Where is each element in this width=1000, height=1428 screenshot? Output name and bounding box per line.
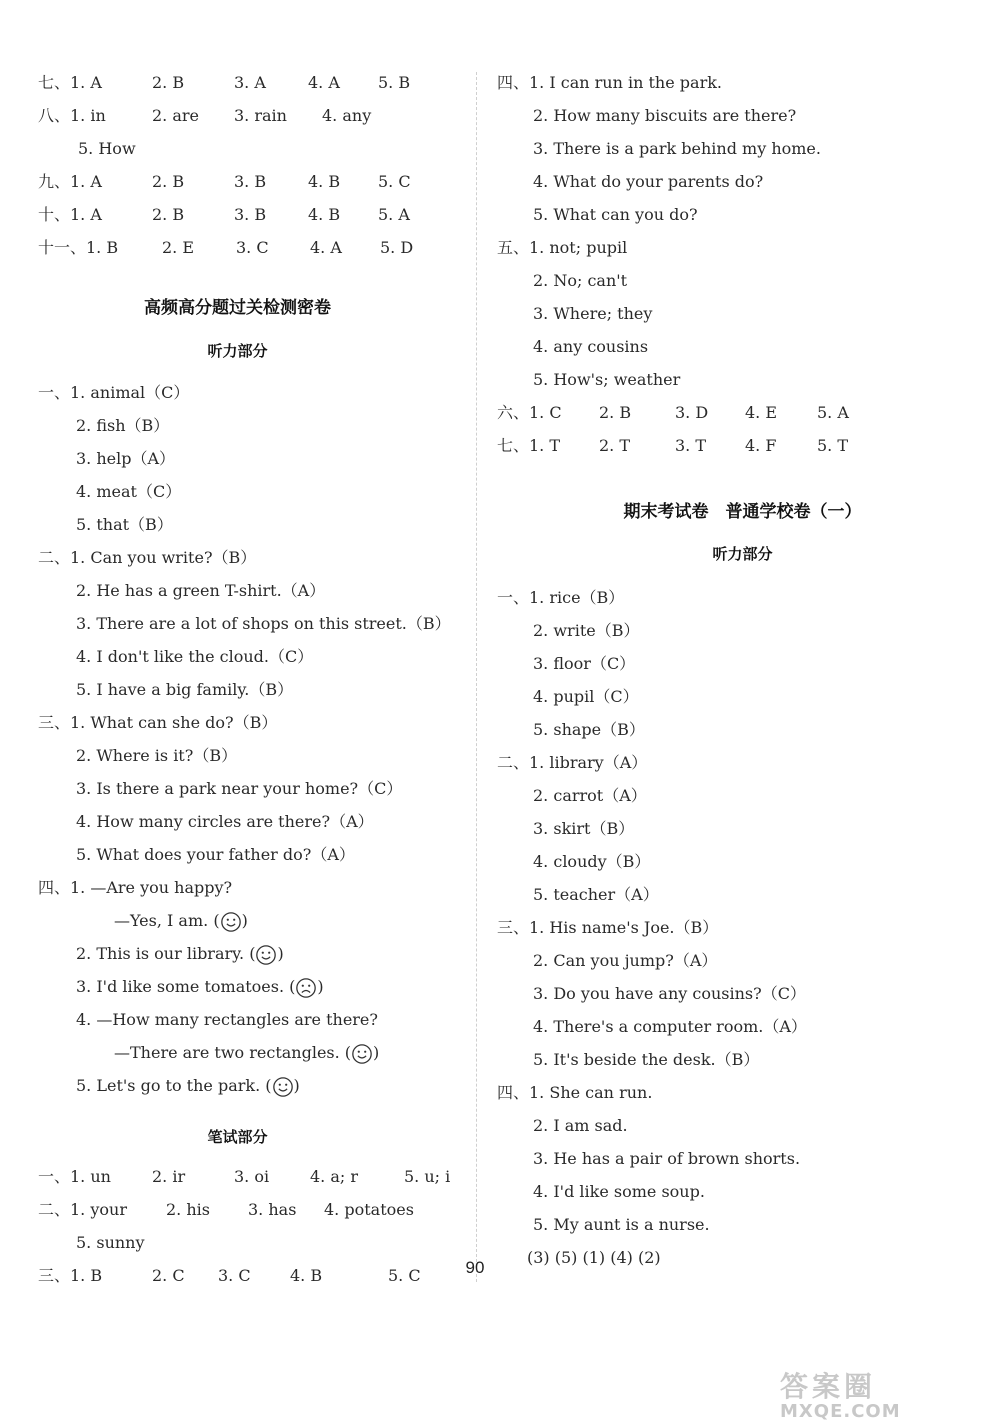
answer-row: 二、1. your 2. his 3. has 4. potatoes xyxy=(38,1200,414,1219)
answer-line: 3. floor（C） xyxy=(533,654,636,673)
answer-line: 3. There are a lot of shops on this street.（B） xyxy=(76,614,451,633)
section-title: 期末考试卷 普通学校卷（一） xyxy=(623,502,862,522)
answer-line: 2. fish（B） xyxy=(76,416,170,435)
column-divider xyxy=(476,72,477,1282)
answer-line: 4. I don't like the cloud.（C） xyxy=(76,647,314,666)
answer-row: 七、1. T 2. T 3. T 4. F 5. T xyxy=(497,436,849,455)
smiley-face-icon xyxy=(351,1043,373,1065)
answer-row: 一、1. un 2. ir 3. oi 4. a; r 5. u; i xyxy=(38,1167,451,1186)
order-answer: (3) (5) (1) (4) (2) xyxy=(527,1248,661,1267)
answer-line: 5. teacher（A） xyxy=(533,885,659,904)
answer-line: 4. I'd like some soup. xyxy=(533,1182,705,1201)
answer-row: 十一、1. B 2. E 3. C 4. A 5. D xyxy=(38,238,414,257)
answer-line: 一、1. animal（C） xyxy=(38,383,190,402)
answer-row: 八、1. in 2. are 3. rain 4. any xyxy=(38,106,372,125)
answer-row: 十、1. A 2. B 3. B 4. B 5. A xyxy=(38,205,410,224)
answer-line: 4. pupil（C） xyxy=(533,687,639,706)
answer-line: 3. I'd like some tomatoes. ( ) xyxy=(76,974,324,1000)
answer-row: 七、1. A 2. B 3. A 4. A 5. B xyxy=(38,73,411,92)
answer-row: 三、1. B 2. C 3. C 4. B 5. C xyxy=(38,1266,421,1285)
answer-line: 2. Where is it?（B） xyxy=(76,746,238,765)
answer-line: 5. I have a big family.（B） xyxy=(76,680,294,699)
watermark-title: 答案圈 xyxy=(780,1370,877,1403)
answer-line: 3. Do you have any cousins?（C） xyxy=(533,984,806,1003)
answer-line: 二、1. Can you write?（B） xyxy=(38,548,257,567)
answer-line: 4. What do your parents do? xyxy=(533,172,764,191)
answer-line: —There are two rectangles. ( ) xyxy=(114,1040,379,1066)
answer-line: 2. He has a green T-shirt.（A） xyxy=(76,581,326,600)
section-subtitle: 听力部分 xyxy=(207,342,268,360)
answer-line: 5. Let's go to the park. ( ) xyxy=(76,1073,300,1099)
answer-line: 三、1. His name's Joe.（B） xyxy=(497,918,719,937)
answer-line: 2. No; can't xyxy=(533,271,628,290)
answer-line: 5. What can you do? xyxy=(533,205,698,224)
answer-line: 4. How many circles are there?（A） xyxy=(76,812,374,831)
answer-line: 4. There's a computer room.（A） xyxy=(533,1017,807,1036)
answer-row: 5. sunny xyxy=(76,1233,145,1252)
answer-line: 5. My aunt is a nurse. xyxy=(533,1215,710,1234)
answer-line: 2. This is our library. ( ) xyxy=(76,941,284,967)
answer-row: 六、1. C 2. B 3. D 4. E 5. A xyxy=(497,403,849,422)
answer-row: 九、1. A 2. B 3. B 4. B 5. C xyxy=(38,172,411,191)
answer-line: 四、1. She can run. xyxy=(497,1083,653,1102)
answer-line: 3. help（A） xyxy=(76,449,176,468)
answer-line: 2. How many biscuits are there? xyxy=(533,106,797,125)
answer-line: 一、1. rice（B） xyxy=(497,588,625,607)
section-subtitle: 笔试部分 xyxy=(207,1128,268,1146)
answer-line: 3. skirt（B） xyxy=(533,819,635,838)
answer-line: 5. It's beside the desk.（B） xyxy=(533,1050,760,1069)
answer-line: 五、1. not; pupil xyxy=(497,238,628,257)
answer-line: 5. How's; weather xyxy=(533,370,681,389)
answer-line: 5. that（B） xyxy=(76,515,173,534)
answer-line: 3. He has a pair of brown shorts. xyxy=(533,1149,801,1168)
answer-line: 3. Where; they xyxy=(533,304,653,323)
answer-line: 5. shape（B） xyxy=(533,720,645,739)
watermark-logo xyxy=(780,1372,970,1424)
answer-line: 四、1. I can run in the park. xyxy=(497,73,723,92)
answer-line: 2. carrot（A） xyxy=(533,786,647,805)
watermark-url: MXQE.COM xyxy=(780,1401,901,1422)
answer-line: 3. Is there a park near your home?（C） xyxy=(76,779,403,798)
section-title: 高频高分题过关检测密卷 xyxy=(144,298,331,318)
answer-line: 四、1. —Are you happy? xyxy=(38,878,233,897)
answer-line: 4. —How many rectangles are there? xyxy=(76,1010,378,1029)
smiley-face-icon xyxy=(255,944,277,966)
answer-line: 2. Can you jump?（A） xyxy=(533,951,718,970)
answer-line: 三、1. What can she do?（B） xyxy=(38,713,278,732)
answer-row: 5. How xyxy=(78,139,136,158)
answer-line: 二、1. library（A） xyxy=(497,753,648,772)
answer-line: —Yes, I am. ( ) xyxy=(114,908,248,934)
section-subtitle: 听力部分 xyxy=(712,545,773,563)
answer-line: 5. What does your father do?（A） xyxy=(76,845,355,864)
smiley-face-icon xyxy=(220,911,242,933)
answer-line: 2. I am sad. xyxy=(533,1116,628,1135)
answer-line: 2. write（B） xyxy=(533,621,640,640)
sad-face-icon xyxy=(295,977,317,999)
answer-line: 3. There is a park behind my home. xyxy=(533,139,821,158)
smiley-face-icon xyxy=(272,1076,294,1098)
page-number: 90 xyxy=(465,1258,485,1277)
answer-line: 4. meat（C） xyxy=(76,482,182,501)
answer-line: 4. cloudy（B） xyxy=(533,852,651,871)
answer-line: 4. any cousins xyxy=(533,337,649,356)
